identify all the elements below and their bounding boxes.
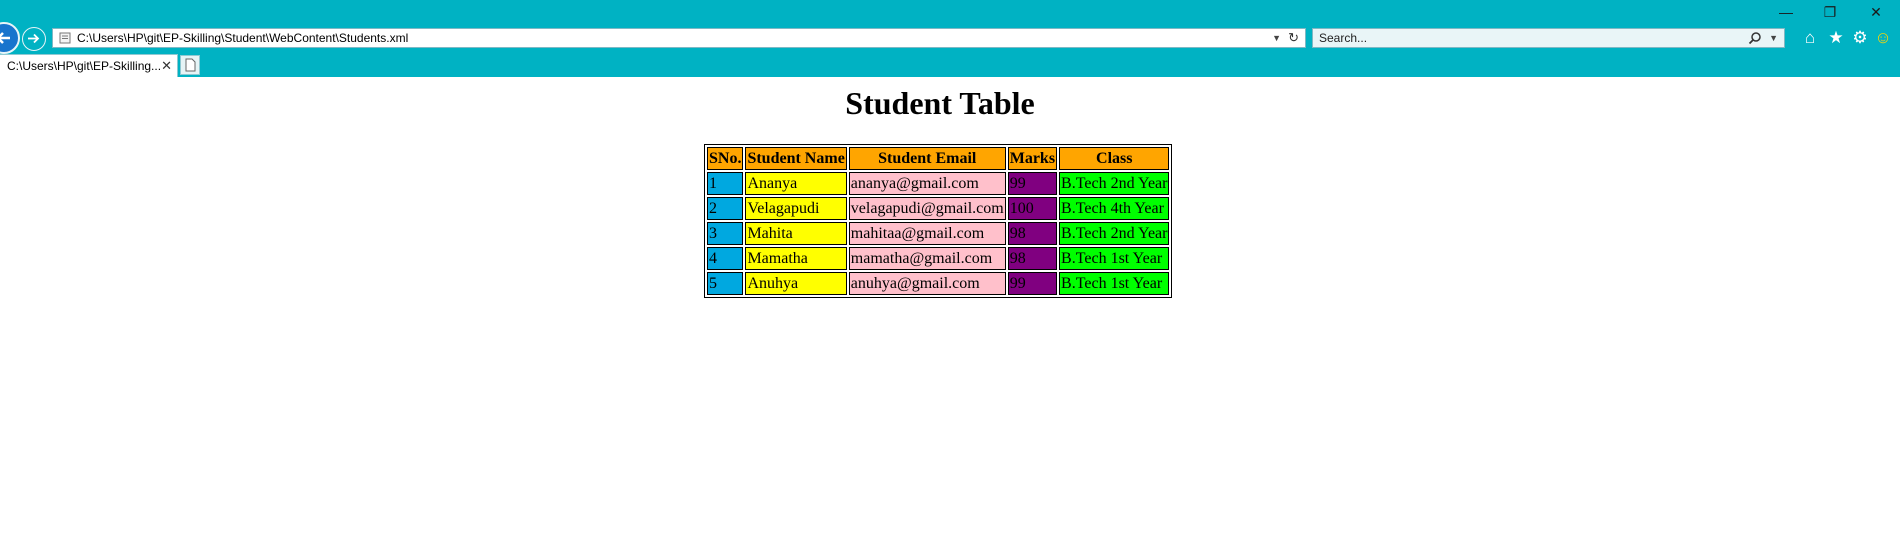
refresh-icon[interactable]: ↻ — [1288, 30, 1299, 45]
cell-class: B.Tech 1st Year — [1059, 272, 1169, 295]
table-header-row — [707, 147, 1169, 170]
cell-marks: 100 — [1008, 197, 1057, 220]
table-row — [707, 172, 1169, 195]
cell-marks: 98 — [1008, 222, 1057, 245]
cell-name: Ananya — [745, 172, 846, 195]
page-content — [0, 77, 1900, 535]
table-row — [707, 272, 1169, 295]
cell-email: anuhya@gmail.com — [849, 272, 1006, 295]
new-tab-button[interactable] — [180, 55, 200, 75]
forward-arrow-icon — [23, 28, 44, 49]
cell-name: Mahita — [745, 222, 846, 245]
cell-email: mamatha@gmail.com — [849, 247, 1006, 270]
cell-sno: 5 — [707, 272, 743, 295]
search-input[interactable]: Search... — [1319, 31, 1368, 45]
cell-name: Mamatha — [745, 247, 846, 270]
minimize-button[interactable]: — — [1779, 4, 1793, 20]
header-email: Student Email — [849, 147, 1006, 170]
cell-email: ananya@gmail.com — [849, 172, 1006, 195]
table-row — [707, 222, 1169, 245]
header-sno: SNo. — [707, 147, 743, 170]
cell-marks: 99 — [1008, 172, 1057, 195]
star-icon[interactable]: ★ — [1828, 28, 1844, 47]
cell-name: Velagapudi — [745, 197, 846, 220]
cell-class: B.Tech 2nd Year — [1059, 172, 1169, 195]
tab-label: C:\Users\HP\git\EP-Skilling... — [7, 59, 162, 73]
search-icon[interactable] — [1748, 31, 1762, 45]
page-title: Student Table — [845, 85, 1035, 121]
cell-class: B.Tech 2nd Year — [1059, 222, 1169, 245]
cell-sno: 3 — [707, 222, 743, 245]
close-window-button[interactable]: ✕ — [1870, 4, 1882, 20]
cell-marks: 99 — [1008, 272, 1057, 295]
header-name: Student Name — [745, 147, 846, 170]
tab-row — [0, 54, 1900, 77]
cell-marks: 98 — [1008, 247, 1057, 270]
gear-icon[interactable]: ⚙ — [1852, 28, 1868, 47]
cell-sno: 2 — [707, 197, 743, 220]
header-class: Class — [1059, 147, 1169, 170]
title-bar — [0, 0, 1900, 24]
address-dropdown-icon[interactable]: ▼ — [1272, 33, 1281, 43]
new-tab-icon — [181, 56, 199, 74]
table-row — [707, 197, 1169, 220]
address-bar[interactable] — [52, 28, 1306, 48]
tab-close-icon[interactable]: ✕ — [161, 58, 172, 73]
student-table — [704, 144, 1172, 298]
browser-chrome — [0, 0, 1900, 77]
cell-sno: 4 — [707, 247, 743, 270]
page-icon — [59, 32, 71, 44]
home-icon[interactable]: ⌂ — [1804, 28, 1816, 47]
search-dropdown-icon[interactable]: ▼ — [1769, 33, 1778, 43]
cell-sno: 1 — [707, 172, 743, 195]
cell-email: mahitaa@gmail.com — [849, 222, 1006, 245]
smiley-icon[interactable]: ☺ — [1874, 28, 1892, 47]
cell-name: Anuhya — [745, 272, 846, 295]
cell-email: velagapudi@gmail.com — [849, 197, 1006, 220]
forward-button[interactable] — [22, 27, 46, 51]
back-button[interactable] — [0, 22, 20, 54]
tab-students-xml[interactable] — [0, 54, 178, 77]
table-row — [707, 247, 1169, 270]
cell-class: B.Tech 1st Year — [1059, 247, 1169, 270]
restore-button[interactable]: ❐ — [1823, 4, 1837, 20]
search-box[interactable] — [1312, 28, 1785, 48]
back-arrow-icon — [0, 24, 18, 52]
header-marks: Marks — [1008, 147, 1057, 170]
address-text[interactable]: C:\Users\HP\git\EP-Skilling\Student\WebContent\Students.xml — [77, 31, 409, 45]
cell-class: B.Tech 4th Year — [1059, 197, 1169, 220]
